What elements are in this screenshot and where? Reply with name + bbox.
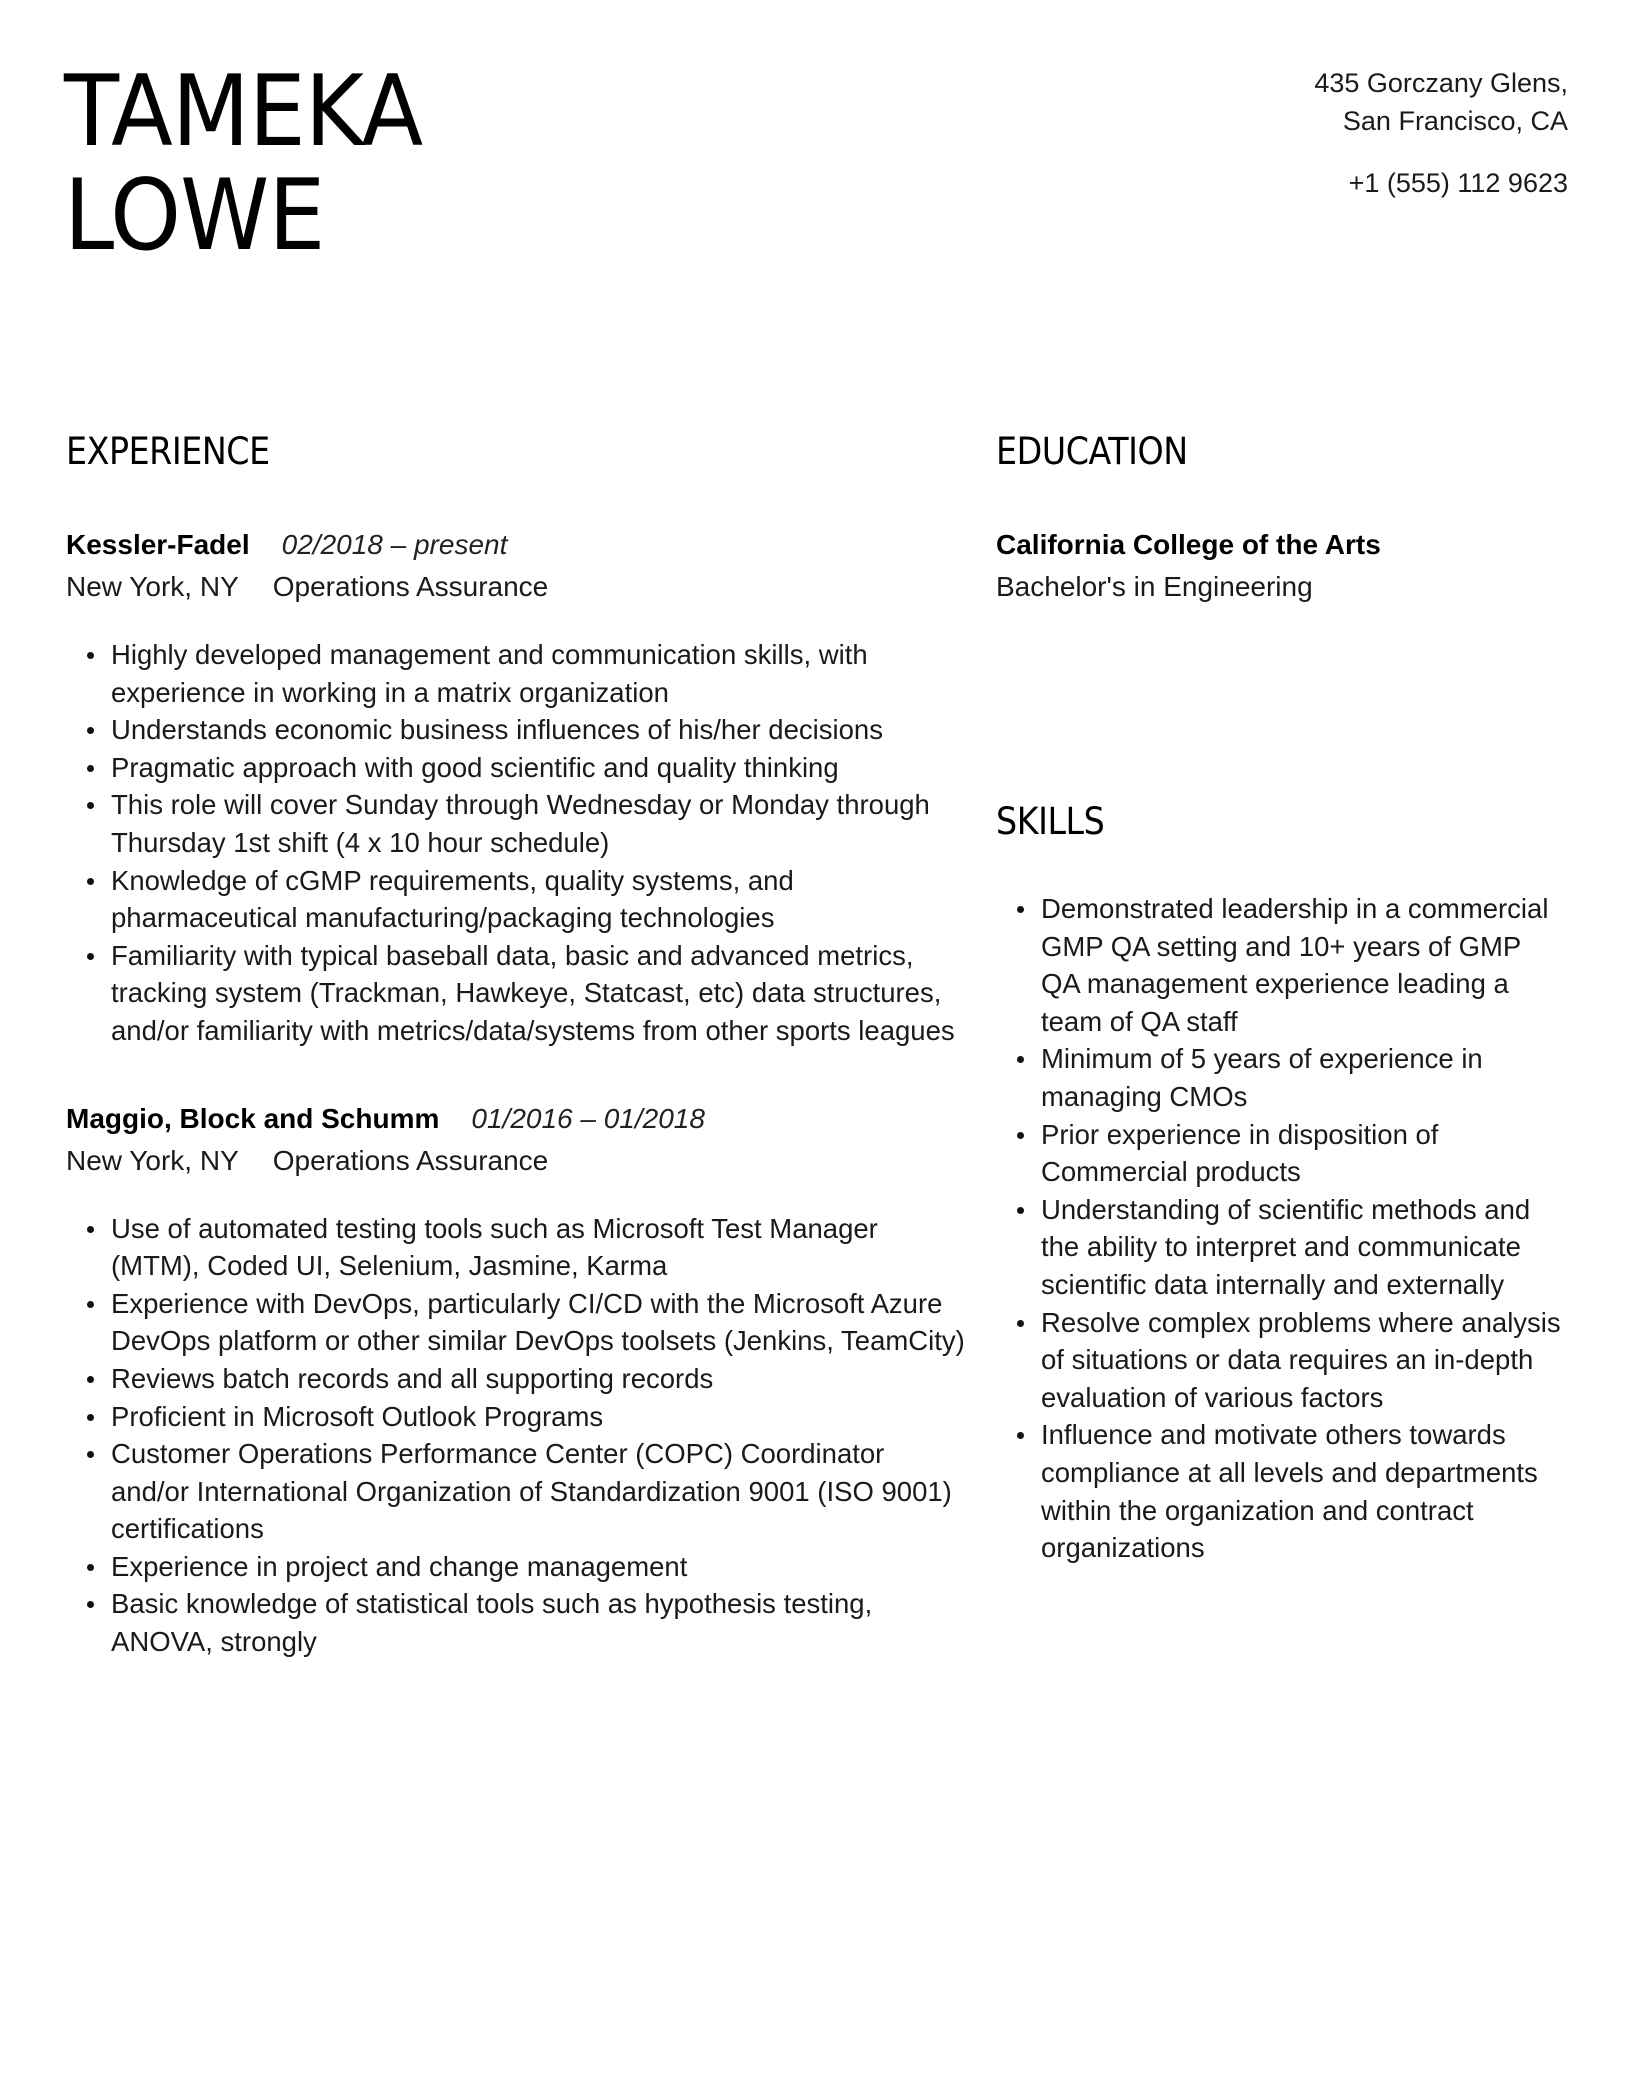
- job-bullets: [66, 636, 966, 1050]
- company-name: Maggio, Block and Schumm: [66, 1102, 440, 1134]
- job-dates: 02/2018 – present: [281, 529, 508, 560]
- job-entry: [66, 524, 966, 1050]
- skill-item: Understanding of scientific methods and the ability to interpret and communicate scientific data internally and externally: [1041, 1191, 1561, 1304]
- contact-block: [1314, 64, 1568, 202]
- skills-heading: SKILLS: [996, 800, 1105, 843]
- job-header: [66, 1098, 966, 1140]
- job-subheader: [66, 566, 966, 608]
- job-bullet: Understands economic business influences of his/her decisions: [111, 711, 966, 749]
- job-subheader: [66, 1140, 966, 1182]
- job-bullet: Knowledge of cGMP requirements, quality systems, and pharmaceutical manufacturing/packaging technologies: [111, 862, 966, 937]
- company-name: Kessler-Fadel: [66, 529, 250, 560]
- job-dates: 01/2016 – 01/2018: [471, 1102, 705, 1134]
- job-role: Operations Assurance: [272, 1144, 549, 1176]
- job-role: Operations Assurance: [272, 571, 549, 602]
- job-bullet: Experience with DevOps, particularly CI/CD with the Microsoft Azure DevOps platform or other similar DevOps toolsets (Jenkins, TeamCity): [111, 1285, 966, 1360]
- right-column: [996, 428, 1586, 1567]
- job-bullet: Use of automated testing tools such as Microsoft Test Manager (MTM), Coded UI, Selenium, Jasmine, Karma: [111, 1210, 966, 1285]
- skill-item: Demonstrated leadership in a commercial GMP QA setting and 10+ years of GMP QA management experience leading a team of QA staff: [1041, 890, 1561, 1040]
- job-location: New York, NY: [66, 1144, 239, 1176]
- job-bullet: Experience in project and change management: [111, 1548, 966, 1586]
- skills-section: [996, 798, 1586, 1567]
- job-entry: [66, 1098, 966, 1661]
- last-name: LOWE: [64, 159, 325, 273]
- job-bullets: [66, 1210, 966, 1661]
- job-bullet: Familiarity with typical baseball data, basic and advanced metrics, tracking system (Trackman, Hawkeye, Statcast, etc) data structures, and/or familiarity with metrics/data/systems from other sports leagues: [111, 937, 966, 1050]
- address-line-1: 435 Gorczany Glens,: [1314, 68, 1568, 98]
- first-name: TAMEKA: [64, 55, 423, 169]
- education-section: [996, 428, 1586, 608]
- school-name: California College of the Arts: [996, 529, 1381, 560]
- job-bullet: Reviews batch records and all supporting records: [111, 1360, 966, 1398]
- candidate-name: [64, 55, 423, 273]
- education-heading: EDUCATION: [996, 430, 1188, 473]
- education-entry: [996, 524, 1586, 608]
- job-bullet: Customer Operations Performance Center (COPC) Coordinator and/or International Organization of Standardization 9001 (ISO 9001) certifications: [111, 1435, 966, 1548]
- job-location: New York, NY: [66, 571, 239, 602]
- experience-section: [66, 428, 966, 1661]
- job-header: [66, 524, 966, 566]
- skill-item: Resolve complex problems where analysis of situations or data requires an in-depth evaluation of various factors: [1041, 1304, 1561, 1417]
- skill-item: Influence and motivate others towards compliance at all levels and departments within the organization and contract organizations: [1041, 1416, 1561, 1566]
- job-bullet: This role will cover Sunday through Wednesday or Monday through Thursday 1st shift (4 x 10 hour schedule): [111, 786, 966, 861]
- job-bullet: Proficient in Microsoft Outlook Programs: [111, 1398, 966, 1436]
- address-line-2: San Francisco, CA: [1342, 106, 1568, 136]
- experience-heading: EXPERIENCE: [66, 430, 270, 473]
- job-bullet: Highly developed management and communication skills, with experience in working in a matrix organization: [111, 636, 966, 711]
- skills-list: [996, 890, 1561, 1567]
- skill-item: Prior experience in disposition of Commercial products: [1041, 1116, 1561, 1191]
- job-bullet: Basic knowledge of statistical tools such as hypothesis testing, ANOVA, strongly: [111, 1585, 966, 1660]
- skill-item: Minimum of 5 years of experience in managing CMOs: [1041, 1040, 1561, 1115]
- degree: Bachelor's in Engineering: [996, 571, 1313, 602]
- phone-number: +1 (555) 112 9623: [1348, 168, 1568, 198]
- job-bullet: Pragmatic approach with good scientific and quality thinking: [111, 749, 966, 787]
